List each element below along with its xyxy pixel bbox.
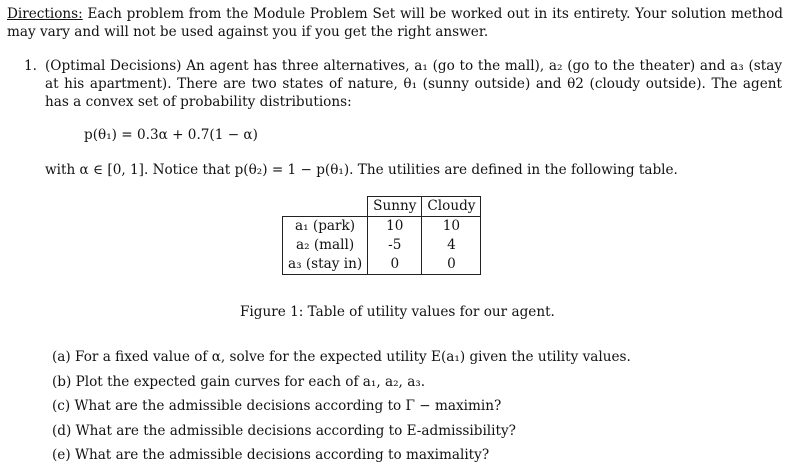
utility-table [282, 196, 481, 275]
figure-caption: Figure 1: Table of utility values for our agent. [240, 304, 555, 320]
directions-label: Directions: [7, 6, 83, 22]
cell-sunny: 0 [368, 255, 422, 275]
header-sunny: Sunny [368, 197, 422, 217]
cell-cloudy: 4 [422, 236, 481, 255]
question-part-d: (d) What are the admissible decisions according to E-admissibility? [52, 422, 516, 439]
table-header-row [283, 197, 481, 217]
question-part-c: (c) What are the admissible decisions according to Γ − maximin? [52, 398, 502, 414]
question-parts-list [52, 348, 631, 471]
cell-cloudy: 0 [422, 255, 481, 275]
header-cloudy: Cloudy [422, 197, 481, 217]
question-part-e: (e) What are the admissible decisions according to maximality? [52, 447, 490, 463]
table-row [283, 217, 481, 237]
problem-1 [24, 57, 782, 111]
problem-number: 1. [24, 58, 37, 74]
cell-cloudy: 10 [422, 217, 481, 237]
alpha-condition-text: with α ∈ [0, 1]. Notice that p(θ₂) = 1 − p(θ₁). The utilities are defined in the following table. [45, 162, 678, 178]
problem-statement: (Optimal Decisions) An agent has three alternatives, a₁ (go to the mall), a₂ (go to the theater) and a₃ (stay at his apartment). There are two states of nature, θ₁ (sunny outside) and θ2 (cloudy outside). The agent has a convex set of probability distributions: [45, 58, 782, 110]
table-row [283, 255, 481, 275]
table-corner [283, 197, 368, 217]
cell-sunny: -5 [368, 236, 422, 255]
probability-equation: p(θ₁) = 0.3α + 0.7(1 − α) [84, 127, 258, 143]
table-row [283, 236, 481, 255]
row-label: a₃ (stay in) [283, 255, 368, 275]
question-part-a: (a) For a fixed value of α, solve for the expected utility E(a₁) given the utility values. [52, 349, 631, 365]
row-label: a₂ (mall) [283, 236, 368, 255]
row-label: a₁ (park) [283, 217, 368, 237]
directions-paragraph [7, 5, 783, 41]
question-part-b: (b) Plot the expected gain curves for each of a₁, a₂, a₃. [52, 373, 426, 390]
cell-sunny: 10 [368, 217, 422, 237]
directions-text: Each problem from the Module Problem Set will be worked out in its entirety. Your solution method may vary and will not be used against you if you get the right answer. [7, 6, 783, 40]
